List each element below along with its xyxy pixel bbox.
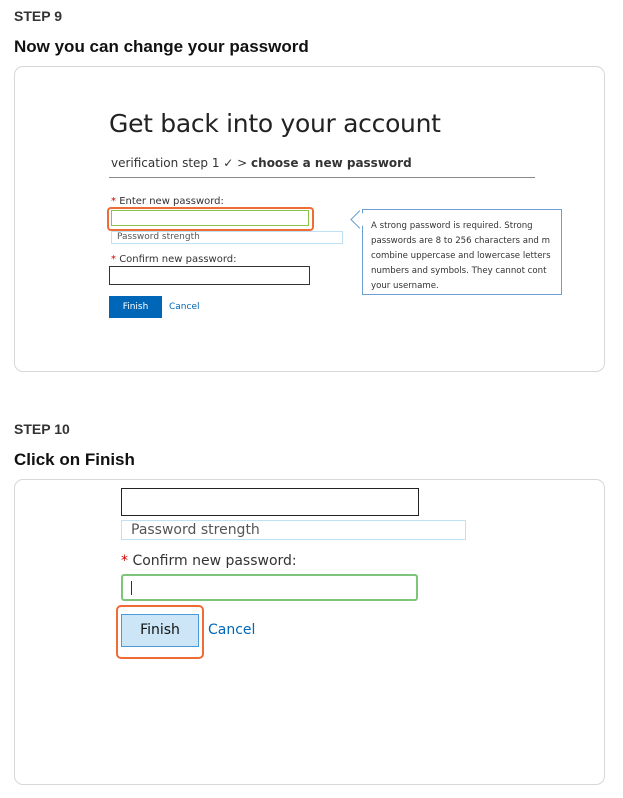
- tooltip-line: A strong password is required. Strong: [371, 221, 533, 231]
- new-password-label: [111, 196, 224, 207]
- page-heading: Get back into your account: [109, 109, 441, 138]
- confirm-password-input[interactable]: [109, 266, 310, 285]
- password-requirements-tooltip: [362, 209, 562, 295]
- breadcrumb: [111, 156, 412, 170]
- step-10-screenshot-card: [14, 479, 605, 785]
- breadcrumb-done-step: verification step 1 ✓ >: [111, 156, 252, 170]
- required-mark: *: [121, 553, 128, 569]
- confirm-password-label: [111, 254, 236, 265]
- tooltip-line: your username.: [371, 281, 439, 291]
- highlight-box-new-password: [107, 207, 314, 231]
- heading-divider: [109, 177, 535, 178]
- confirm-password-label-text: Confirm new password:: [132, 553, 297, 569]
- confirm-password-label-text: Confirm new password:: [119, 254, 237, 265]
- cancel-link[interactable]: Cancel: [169, 302, 200, 312]
- step-9-title: Now you can change your password: [14, 37, 309, 56]
- step-10-label: STEP 10: [14, 421, 70, 437]
- highlight-box-finish: [116, 605, 204, 659]
- confirm-password-label: [121, 553, 297, 569]
- required-mark: *: [111, 196, 116, 207]
- step-9-screenshot-card: [14, 66, 605, 372]
- finish-button[interactable]: Finish: [109, 296, 162, 318]
- step-9-label: STEP 9: [14, 8, 62, 24]
- password-strength-meter: Password strength: [121, 520, 466, 540]
- finish-button[interactable]: Finish: [121, 614, 199, 647]
- tooltip-line: passwords are 8 to 256 characters and m: [371, 236, 550, 246]
- new-password-input[interactable]: [121, 488, 419, 516]
- cancel-link[interactable]: Cancel: [208, 622, 256, 638]
- tooltip-line: numbers and symbols. They cannot cont: [371, 266, 547, 276]
- breadcrumb-current-step: choose a new password: [251, 156, 412, 170]
- tooltip-line: combine uppercase and lowercase letters: [371, 251, 551, 261]
- step-10-title: Click on Finish: [14, 450, 135, 469]
- text-caret: [131, 581, 132, 595]
- new-password-label-text: Enter new password:: [119, 196, 224, 207]
- password-strength-meter: Password strength: [111, 231, 343, 244]
- confirm-password-input[interactable]: [121, 574, 418, 601]
- required-mark: *: [111, 254, 116, 265]
